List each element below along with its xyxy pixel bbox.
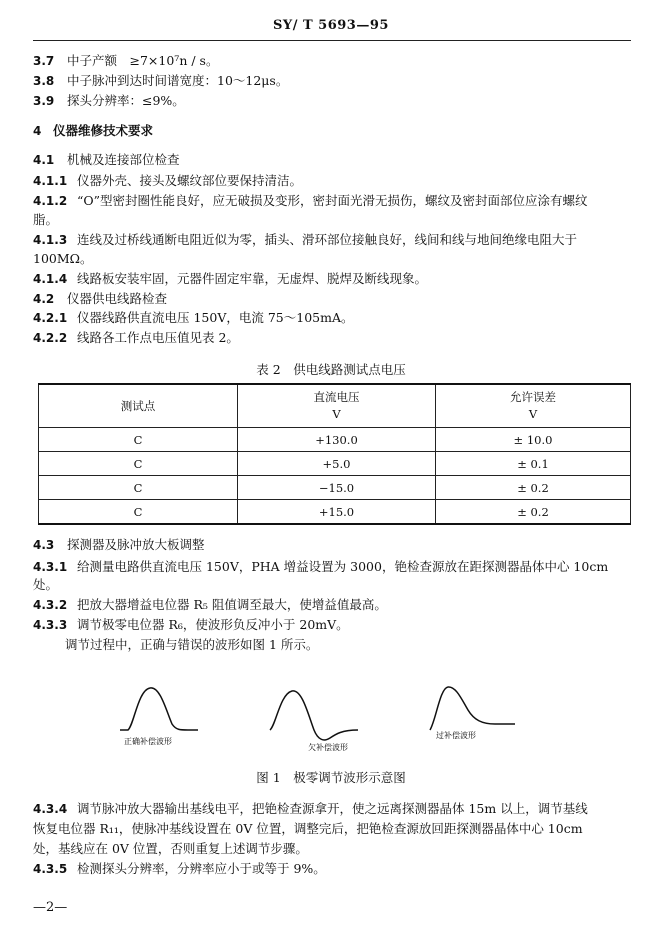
- col-header-dc: 直流电压 V: [238, 384, 436, 428]
- correct-waveform: [120, 688, 198, 730]
- clause-4-3-4-cont1: 恢复电位器 R₁₁，使脉冲基线设置在 0V 位置，调整完后，把铯检查源放回距探测器晶体中心 10cm: [33, 821, 583, 836]
- cell-tolerance: ± 0.1: [436, 452, 631, 476]
- clause-4-2: 4.2 仪器供电线路检查: [33, 291, 168, 306]
- clause-4-3-4: 4.3.4 调节脉冲放大器输出基线电平，把铯检查源拿开，使之远离探测器晶体 15m 以上，调节基线: [33, 801, 588, 816]
- clause-4-2-1: 4.2.1 仪器线路供直流电压 150V，电流 75～105mA。: [33, 310, 354, 325]
- table-row: [39, 452, 631, 476]
- clause-4-1: 4.1 机械及连接部位检查: [33, 152, 180, 167]
- clause-4-1-4: 4.1.4 线路板安装牢固，元器件固定牢靠，无虚焊、脱焊及断线现象。: [33, 271, 428, 286]
- clause-4-1-3-cont: 100MΩ。: [33, 251, 93, 266]
- table-2-caption: 表 2 供电线路测试点电压: [256, 362, 406, 377]
- cell-dc: +130.0: [238, 428, 436, 452]
- over-waveform-label: 过补偿波形: [436, 731, 476, 740]
- under-waveform: [270, 691, 358, 740]
- cell-point: C: [39, 476, 238, 500]
- col-header-tolerance: 允许误差 V: [436, 384, 631, 428]
- col-header-point: 测试点: [39, 384, 238, 428]
- clause-4-3-4-cont2: 处，基线应在 0V 位置，否则重复上述调节步骤。: [33, 841, 308, 856]
- clause-4-3-2: 4.3.2 把放大器增益电位器 R₅ 阻值调至最大，使增益值最高。: [33, 597, 387, 612]
- clause-4-1-1: 4.1.1 仪器外壳、接头及螺纹部位要保持清洁。: [33, 173, 303, 188]
- cell-dc: +15.0: [238, 500, 436, 525]
- standard-number: SY/ T 5693—95: [273, 18, 389, 33]
- table-row: [39, 428, 631, 452]
- clause-4-3: 4.3 探测器及脉冲放大板调整: [33, 537, 205, 552]
- clause-4-3-3-cont: 调节过程中，正确与错误的波形如图 1 所示。: [65, 637, 319, 652]
- clause-4-1-2: 4.1.2 “O”型密封圈性能良好，应无破损及变形，密封面光滑无损伤，螺纹及密封面部位应涂有螺纹: [33, 193, 588, 208]
- correct-waveform-label: 正确补偿波形: [124, 737, 172, 746]
- figure-1-waveforms: [110, 680, 530, 760]
- section-4-heading: 4 仪器维修技术要求: [33, 123, 154, 138]
- clause-4-3-3: 4.3.3 调节极零电位器 R₆，使波形负反冲小于 20mV。: [33, 617, 349, 632]
- clause-3-8: 3.8 中子脉冲到达时间谱宽度：10～12μs。: [33, 73, 289, 88]
- table-header-row: [39, 384, 631, 428]
- clause-4-2-2: 4.2.2 线路各工作点电压值见表 2。: [33, 330, 239, 345]
- cell-dc: −15.0: [238, 476, 436, 500]
- cell-point: C: [39, 428, 238, 452]
- table-2: [38, 383, 631, 525]
- clause-3-7: 3.7 中子产额 ≥7×10⁷n / s。: [33, 53, 219, 68]
- cell-dc: +5.0: [238, 452, 436, 476]
- cell-point: C: [39, 500, 238, 525]
- clause-3-9: 3.9 探头分辨率：≤9%。: [33, 93, 185, 108]
- cell-tolerance: ± 0.2: [436, 476, 631, 500]
- clause-4-3-1-cont: 处。: [33, 577, 59, 592]
- table-row: [39, 476, 631, 500]
- clause-4-1-2-cont: 脂。: [33, 212, 59, 227]
- clause-4-3-1: 4.3.1 给测量电路供直流电压 150V，PHA 增益设置为 3000，铯检查源放在距探测器晶体中心 10cm: [33, 559, 609, 574]
- under-waveform-label: 欠补偿波形: [308, 743, 348, 752]
- cell-point: C: [39, 452, 238, 476]
- clause-4-1-3: 4.1.3 连线及过桥线通断电阻近似为零，插头、滑环部位接触良好，线间和线与地间绝缘电阻大于: [33, 232, 578, 247]
- figure-1-caption: 图 1 极零调节波形示意图: [256, 770, 406, 785]
- page-number: —2—: [33, 900, 68, 915]
- over-waveform: [430, 687, 515, 730]
- cell-tolerance: ± 0.2: [436, 500, 631, 525]
- clause-4-3-5: 4.3.5 检测探头分辨率，分辨率应小于或等于 9%。: [33, 861, 326, 876]
- table-row: [39, 500, 631, 525]
- cell-tolerance: ± 10.0: [436, 428, 631, 452]
- header-rule: [33, 40, 631, 41]
